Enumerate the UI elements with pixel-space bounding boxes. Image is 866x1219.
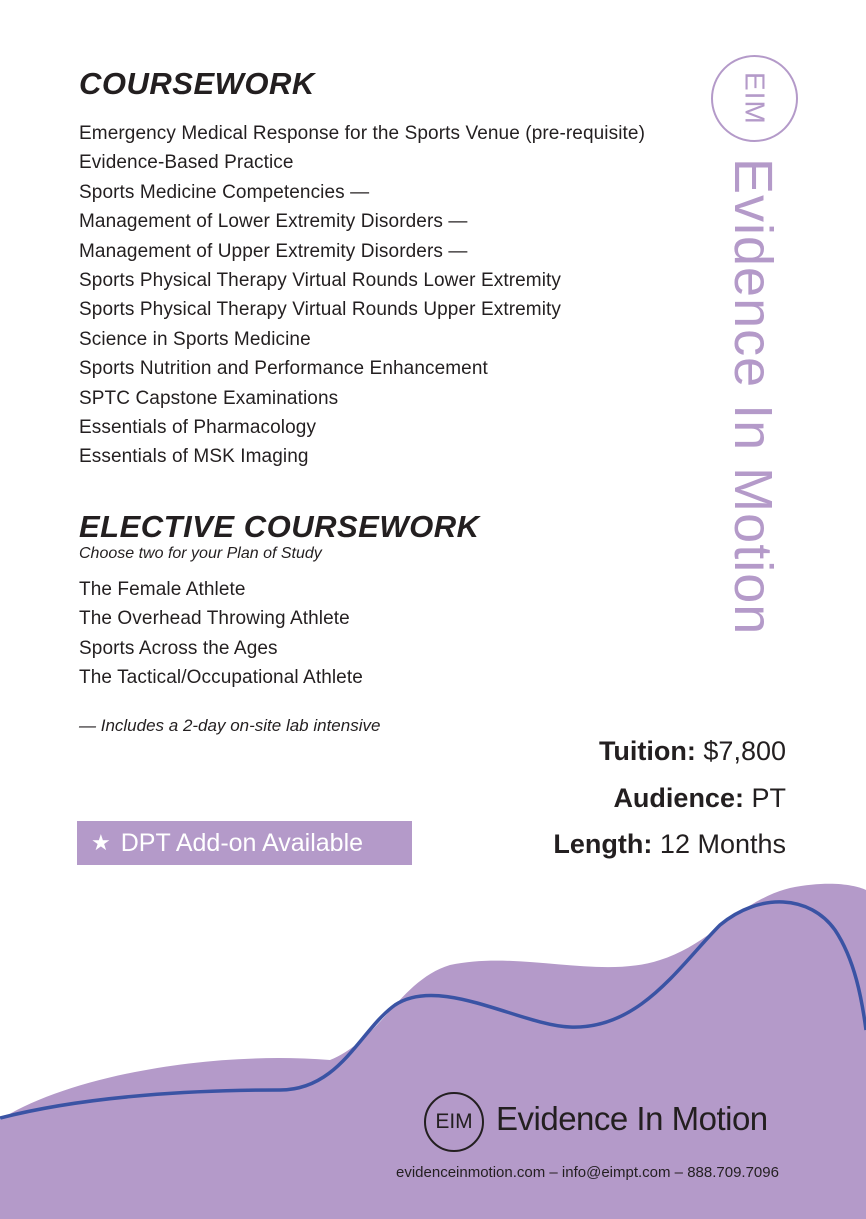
- list-item: Essentials of MSK Imaging: [79, 446, 309, 468]
- elective-list: [79, 575, 363, 693]
- coursework-heading: COURSEWORK: [79, 66, 315, 101]
- length-row: [553, 829, 786, 860]
- list-item: The Female Athlete: [79, 579, 246, 600]
- coursework-list: [79, 119, 645, 472]
- eim-circle-logo-footer: [424, 1092, 484, 1152]
- contact-info: evidenceinmotion.com – info@eimpt.com – 888.709.7096: [396, 1164, 779, 1181]
- length-label: Length:: [553, 829, 653, 859]
- list-item: Essentials of Pharmacology: [79, 417, 317, 439]
- list-item: Management of Lower Extremity Disorders —: [79, 211, 468, 233]
- audience-label: Audience:: [613, 783, 744, 813]
- list-item: Sports Across the Ages: [79, 637, 278, 659]
- audience-row: [613, 783, 786, 814]
- eim-footer-logo-text: EIM: [435, 1110, 473, 1133]
- elective-subtitle: Choose two for your Plan of Study: [79, 545, 322, 562]
- tuition-label: Tuition:: [598, 736, 696, 766]
- footer-brand-name: Evidence In Motion: [496, 1100, 768, 1137]
- lab-intensive-footnote: — Includes a 2-day on-site lab intensive: [79, 716, 381, 735]
- star-icon: ★: [91, 830, 111, 855]
- list-item: Science in Sports Medicine: [79, 328, 311, 350]
- dpt-addon-text: DPT Add-on Available: [120, 828, 364, 857]
- elective-heading: ELECTIVE COURSEWORK: [79, 509, 480, 544]
- list-item: The Overhead Throwing Athlete: [79, 608, 350, 630]
- tuition-row: [599, 736, 786, 767]
- length-value: 12 Months: [659, 829, 786, 859]
- list-item: Evidence-Based Practice: [79, 152, 294, 174]
- list-item: SPTC Capstone Examinations: [79, 387, 339, 409]
- dpt-addon-badge: [77, 821, 412, 865]
- list-item: Sports Physical Therapy Virtual Rounds Upper Extremity: [79, 299, 562, 321]
- side-brand-name: Evidence In Motion: [723, 158, 783, 636]
- audience-value: PT: [751, 783, 786, 813]
- list-item: The Tactical/Occupational Athlete: [79, 667, 363, 689]
- eim-logo-text: EIM: [739, 72, 771, 125]
- eim-circle-logo-top: [711, 55, 798, 142]
- list-item: Emergency Medical Response for the Sports Venue (pre-requisite): [79, 123, 646, 144]
- list-item: Sports Medicine Competencies —: [79, 181, 370, 203]
- list-item: Sports Nutrition and Performance Enhancement: [79, 358, 488, 380]
- list-item: Management of Upper Extremity Disorders —: [79, 240, 468, 262]
- tuition-value: $7,800: [703, 736, 786, 766]
- list-item: Sports Physical Therapy Virtual Rounds Lower Extremity: [79, 270, 562, 292]
